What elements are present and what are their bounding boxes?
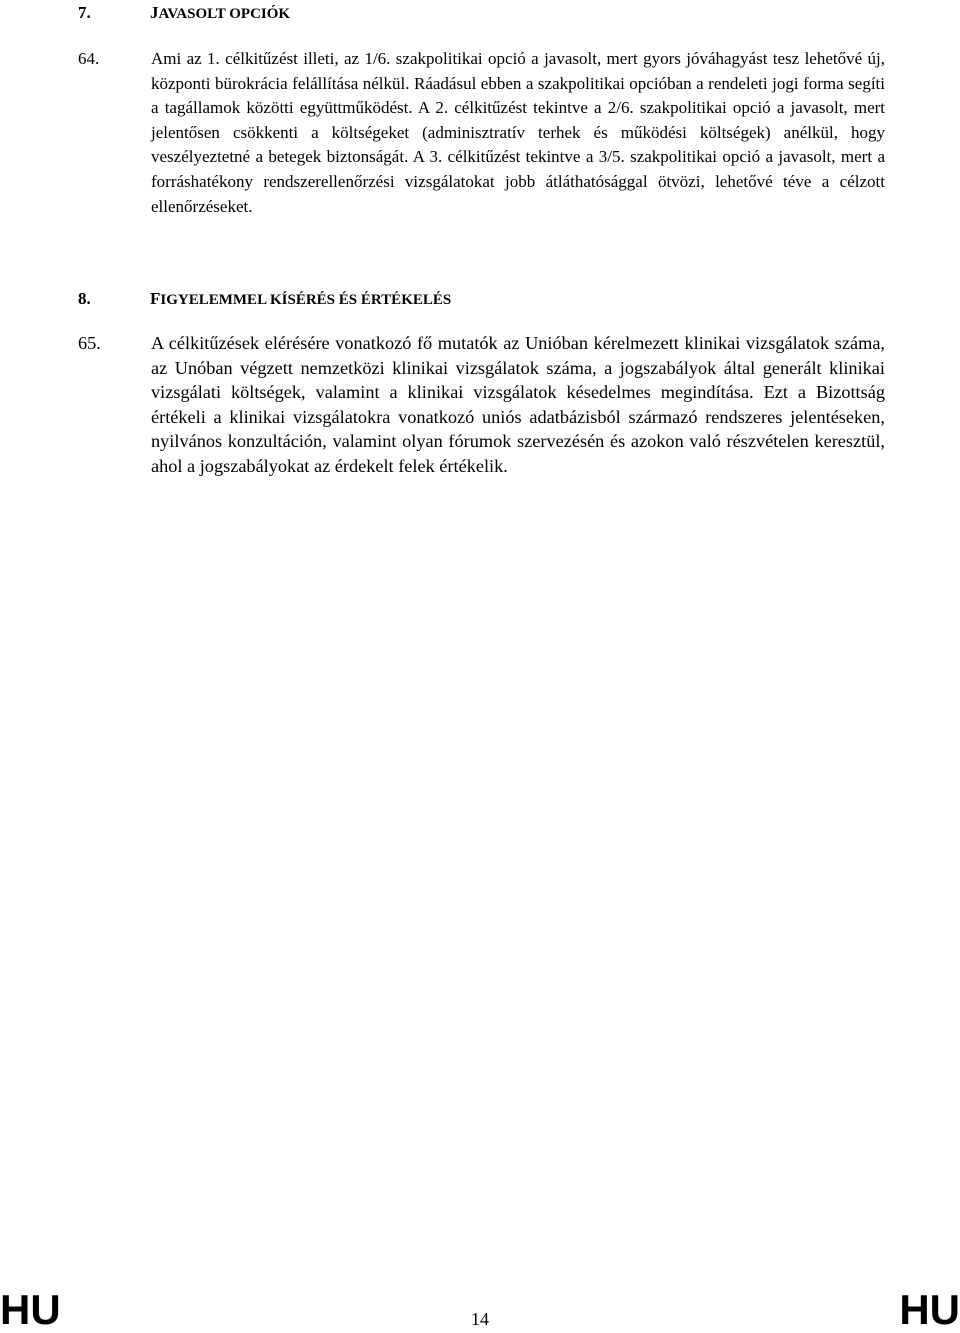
section-8-title bbox=[150, 289, 452, 308]
paragraph-64 bbox=[78, 47, 885, 219]
paragraph-64-text: Ami az 1. célkitűzést illeti, az 1/6. szakpolitikai opció a javasolt, mert gyors jóváhagyást tesz lehetővé új, központi bürokrácia felállítása nélkül. Ráadásul ebben a szakpolitikai opcióban a rendeleti jogi forma segíti a tagállamok közötti együttműködést. A 2. célkitűzést tekintve a 2/6. szakpolitikai opció a javasolt, mert jelentősen csökkenti a költségeket (adminisztratív terhek és működési költségek) anélkül, hogy veszélyeztetné a betegek biztonságát. A 3. célkitűzést tekintve a 3/5. szakpolitikai opció a javasolt, mert a forráshatékony rendszerellenőrzési vizsgálatokat jobb átláthatósággal ötvözi, lehetővé téve a célzott ellenőrzéseket. bbox=[151, 49, 885, 216]
section-8-title-initial: F bbox=[150, 289, 161, 308]
footer-language-left: HU bbox=[0, 1286, 61, 1333]
section-7-title-rest: AVASOLT OPCIÓK bbox=[158, 6, 291, 22]
page-number: 14 bbox=[471, 1309, 489, 1329]
paragraph-65-number: 65. bbox=[78, 333, 101, 353]
section-8-number: 8. bbox=[78, 289, 91, 308]
footer-language-right: HU bbox=[899, 1286, 960, 1333]
section-7-number: 7. bbox=[78, 3, 91, 22]
section-7-title-initial: J bbox=[150, 3, 159, 22]
paragraph-65 bbox=[78, 331, 885, 478]
section-8-title-rest: IGYELEMMEL KÍSÉRÉS ÉS ÉRTÉKELÉS bbox=[160, 292, 452, 308]
paragraph-65-text: A célkitűzések elérésére vonatkozó fő mutatók az Unióban kérelmezett klinikai vizsgálatok száma, az Unóban végzett nemzetközi klinikai vizsgálatok száma, a jogszabályok által generált klinikai vizsgálati költségek, valamint a klinikai vizsgálatok késedelmes megindítása. Ezt a Bizottság értékeli a klinikai vizsgálatokra vonatkozó uniós adatbázisból származó rendszeres jelentéseken, nyilvános konzultáción, valamint olyan fórumok szervezésén és azokon való részvételen keresztül, ahol a jogszabályokat az érdekelt felek értékelik. bbox=[151, 333, 885, 476]
section-7-title bbox=[150, 3, 291, 22]
section-7-heading bbox=[78, 1, 290, 26]
section-8-heading bbox=[78, 287, 451, 312]
paragraph-64-number: 64. bbox=[78, 49, 100, 68]
